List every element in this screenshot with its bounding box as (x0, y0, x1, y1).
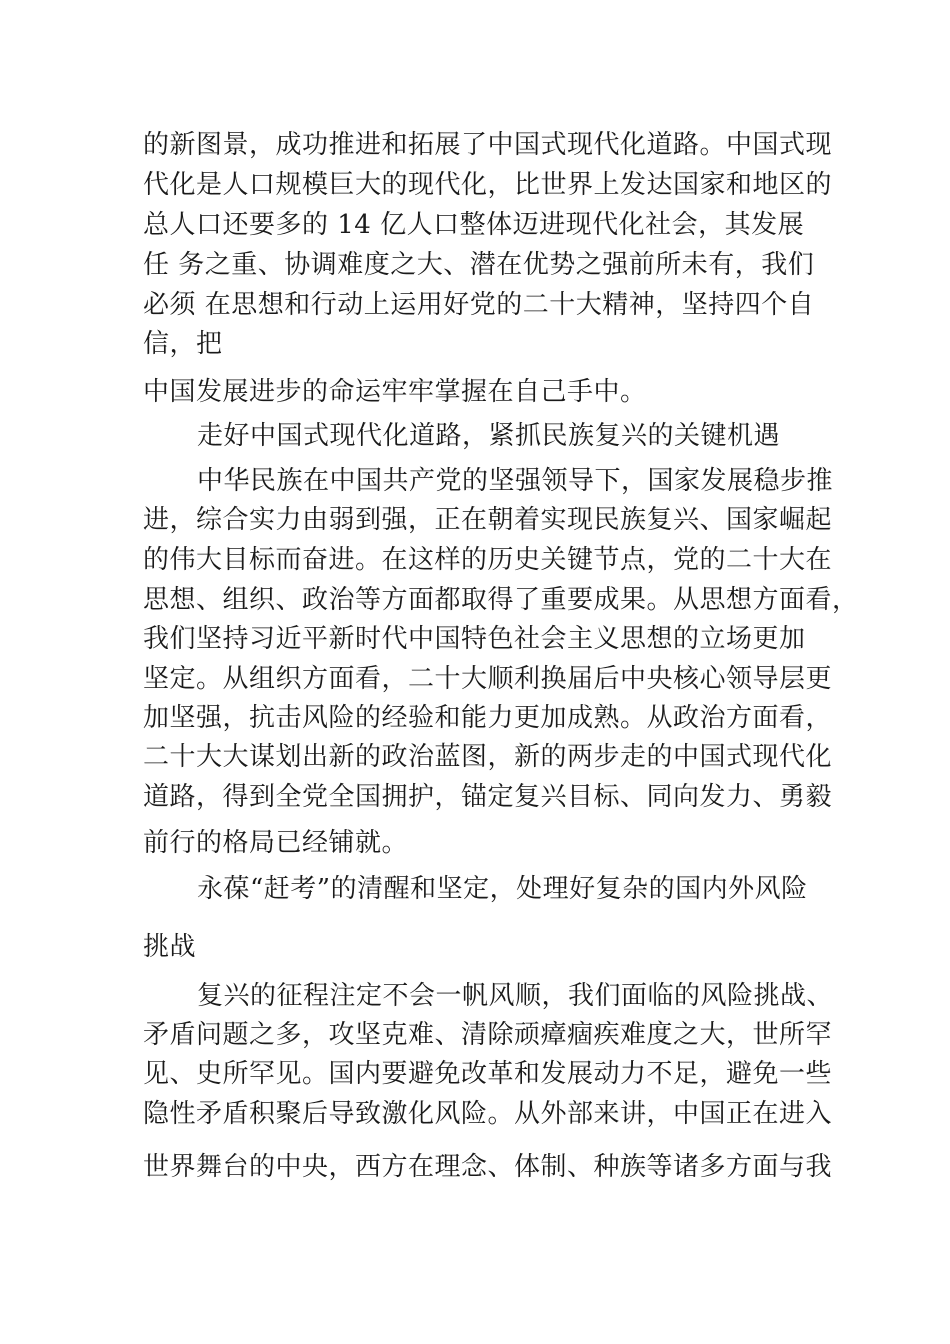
text-line: 隐性矛盾积聚后导致激化风险。从外部来讲，中国正在进入 (143, 1099, 833, 1129)
section-heading: 永葆“赶考”的清醒和坚定，处理好复杂的国内外风险 (197, 874, 808, 904)
text-line: 中国发展进步的命运牢牢掌握在自己手中。 (143, 377, 647, 407)
text-line: 世界舞台的中央，西方在理念、体制、种族等诸多方面与我 (143, 1152, 833, 1182)
text-line: 加坚强，抗击风险的经验和能力更加成熟。从政治方面看， (143, 703, 833, 733)
text-line: 思想、组织、政治等方面都取得了重要成果。从思想方面看， (143, 585, 859, 615)
text-line: 矛盾问题之多，攻坚克难、清除顽瘴痼疾难度之大，世所罕 (143, 1020, 833, 1050)
text-line: 复兴的征程注定不会一帆风顺，我们面临的风险挑战、 (197, 981, 834, 1011)
text-line: 坚定。从组织方面看，二十大顺利换届后中央核心领导层更 (143, 664, 833, 694)
text-line: 前行的格局已经铺就。 (143, 828, 409, 858)
text-line: 进，综合实力由弱到强，正在朝着实现民族复兴、国家崛起 (143, 505, 833, 535)
text-line: 道路，得到全党全国拥护，锚定复兴目标、同向发力、勇毅 (143, 782, 833, 812)
text-line: 代化是人口规模巨大的现代化，比世界上发达国家和地区的 (143, 170, 833, 200)
text-line: 必须 在思想和行动上运用好党的二十大精神，坚持四个自 (143, 290, 815, 320)
text-line: 见、史所罕见。国内要避免改革和发展动力不足，避免一些 (143, 1059, 833, 1089)
text-line: 的伟大目标而奋进。在这样的历史关键节点，党的二十大在 (143, 545, 833, 575)
text-line: 我们坚持习近平新时代中国特色社会主义思想的立场更加 (143, 624, 806, 654)
section-heading-continued: 挑战 (143, 932, 197, 962)
text-line: 信，把 (143, 329, 223, 359)
section-heading: 走好中国式现代化道路，紧抓民族复兴的关键机遇 (197, 421, 781, 451)
text-line: 中华民族在中国共产党的坚强领导下，国家发展稳步推 (197, 466, 834, 496)
text-line: 的新图景，成功推进和拓展了中国式现代化道路。中国式现 (143, 130, 833, 160)
text-line: 总人口还要多的 14 亿人口整体迈进现代化社会，其发展 (143, 210, 805, 240)
text-line: 任 务之重、协调难度之大、潜在优势之强前所未有，我们 (143, 250, 815, 280)
text-line: 二十大大谋划出新的政治蓝图，新的两步走的中国式现代化 (143, 742, 833, 772)
